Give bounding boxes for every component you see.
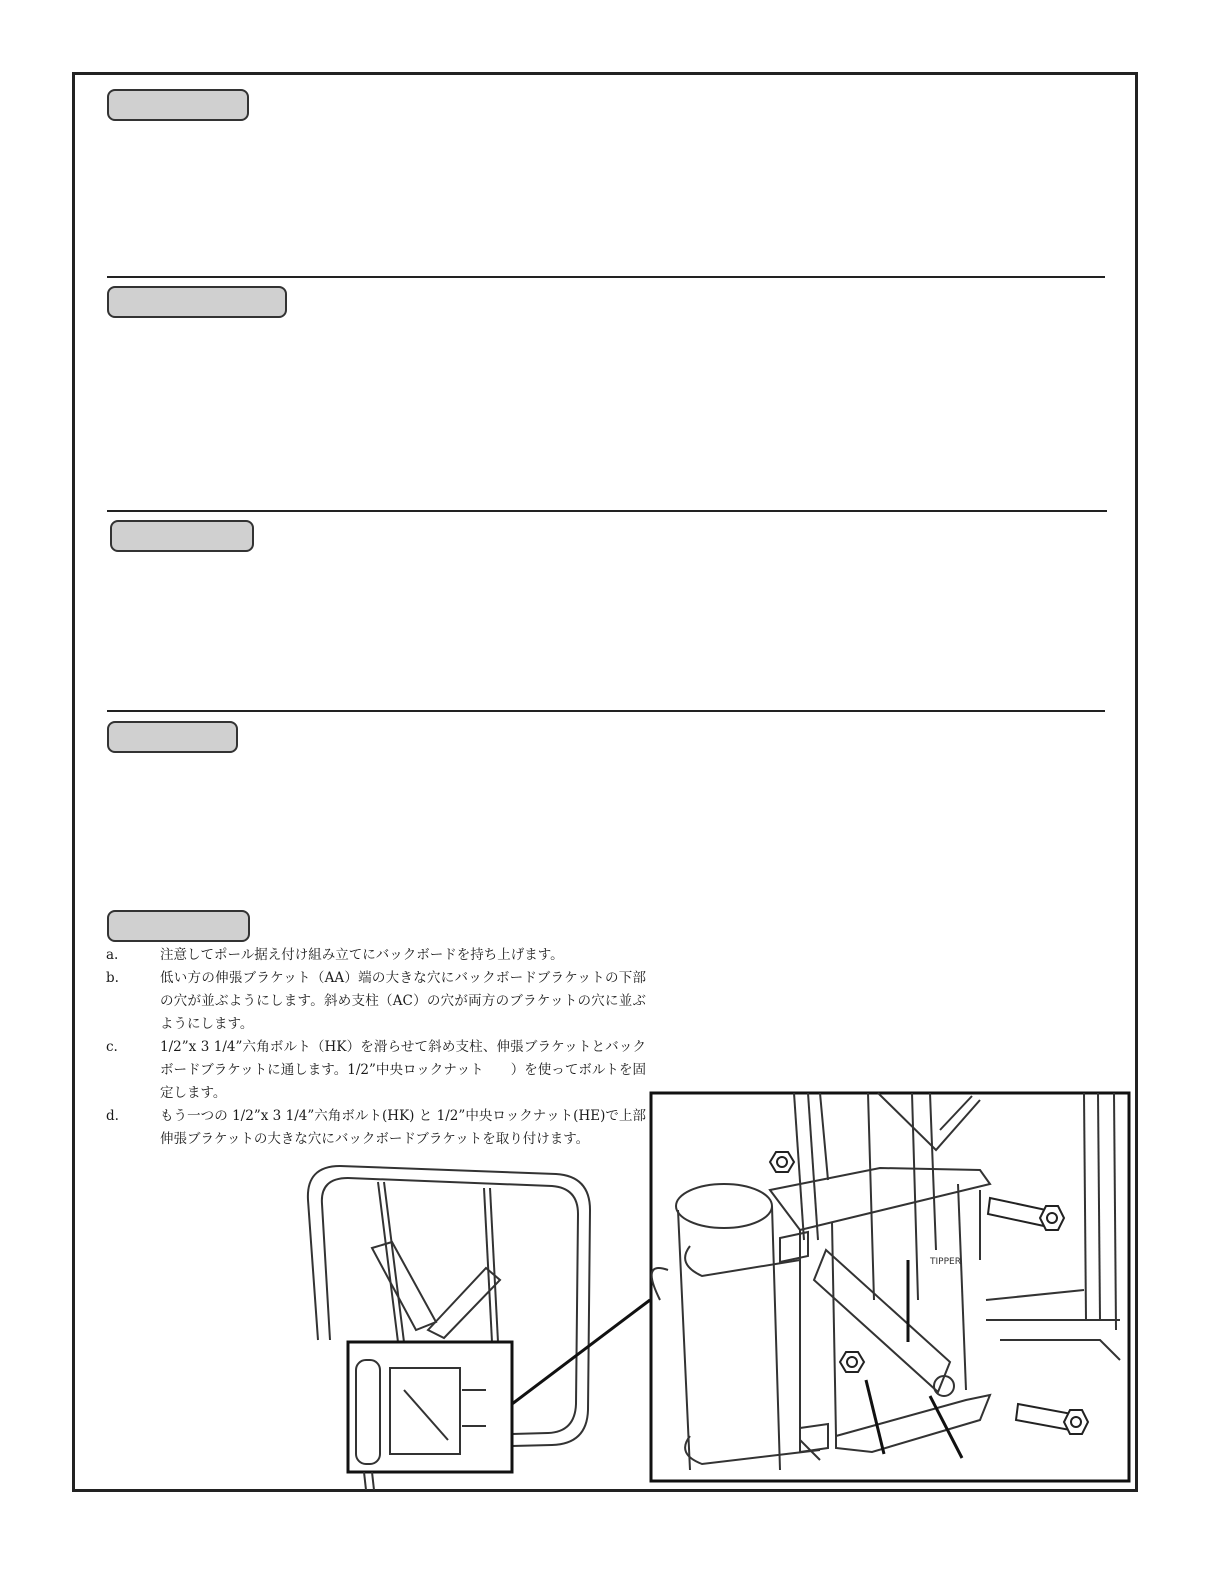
step-text: もう一つの 1/2”x 3 1/4”六角ボルト(HK) と 1/2”中央ロックナット(HE)で上部伸張ブラケットの大きな穴にバックボードブラケットを取り付けます。 xyxy=(160,1108,646,1147)
step-letter: d. xyxy=(106,1108,119,1124)
step-letter: b. xyxy=(106,970,119,986)
step-text: 低い方の伸張ブラケット（AA）端の大きな穴にバックボードブラケットの下部の穴が並ぶようにします。斜め支柱（AC）の穴が両方のブラケットの穴に並ぶようにします。 xyxy=(160,970,646,1032)
step-letter: a. xyxy=(106,947,119,963)
bracket-label: TIPPER xyxy=(930,1257,961,1267)
backboard-assembly-drawing xyxy=(308,1166,650,1490)
step-text: 1/2”x 3 1/4”六角ボルト（HK）を滑らせて斜め支柱、伸張ブラケットとバックボードブラケットに通します。1/2”中央ロックナット ）を使ってボルトを固定します。 xyxy=(160,1039,646,1101)
hex-bolt-icon xyxy=(988,1198,1064,1230)
lock-nut-icon xyxy=(770,1152,794,1172)
step-text: 注意してポール据え付け組み立てにバックボードを持ち上げます。 xyxy=(160,947,564,963)
lock-nut-icon xyxy=(840,1352,864,1372)
step-letter: c. xyxy=(106,1039,118,1055)
hex-bolt-icon xyxy=(1016,1404,1088,1434)
